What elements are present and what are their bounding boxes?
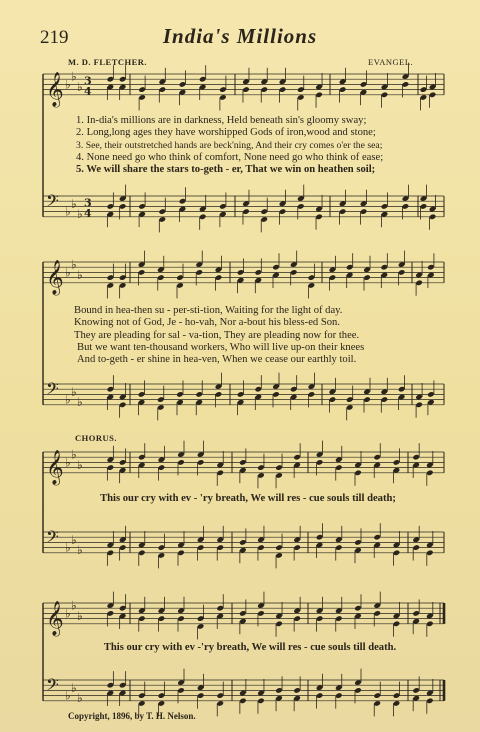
treble-clef: 𝄞	[46, 259, 64, 295]
bass-clef: 𝄢	[46, 674, 59, 699]
flat-sign: ♭	[71, 69, 77, 84]
time-signature: 4	[84, 84, 92, 98]
flat-sign: ♭	[71, 257, 77, 272]
verse-line: They are pleading for sal - va-tion, They are pleading now for thee.	[74, 329, 360, 341]
flat-sign: ♭	[77, 609, 83, 623]
flat-sign: ♭	[65, 455, 71, 470]
verse-line: 3. See, their outstretched hands are beck'ning, And their cry comes o'er the sea;	[76, 139, 383, 151]
treble-clef: 𝄞	[46, 600, 64, 636]
chorus-lyric-1: This our cry with ev - 'ry breath, We will res - cue souls till death;	[100, 493, 396, 504]
flat-sign: ♭	[71, 598, 77, 613]
verse-line: And to-geth - er shine in hea-ven, When we cease our earthly toil.	[77, 354, 357, 366]
flat-sign: ♭	[65, 606, 71, 621]
time-signature: 3	[84, 196, 92, 210]
copyright-notice: Copyright, 1896, by T. H. Nelson.	[68, 711, 196, 721]
flat-sign: ♭	[65, 688, 71, 703]
chorus-label: CHORUS.	[75, 433, 117, 443]
flat-sign: ♭	[65, 77, 71, 92]
flat-sign: ♭	[71, 532, 77, 547]
verse-line: Bound in hea-then su - per-sti-tion, Waiting for the light of day.	[74, 305, 343, 316]
flat-sign: ♭	[71, 196, 77, 211]
composer-credit: M. D. FLETCHER.	[68, 57, 148, 67]
flat-sign: ♭	[71, 384, 77, 399]
flat-sign: ♭	[65, 265, 71, 280]
verse-line: 1. In-dia's millions are in darkness, Held beneath sin's gloomy sway;	[76, 115, 367, 126]
flat-sign: ♭	[71, 680, 77, 695]
flat-sign: ♭	[71, 447, 77, 462]
verse-line: 5. We will share the stars to-geth - er, That we win on heathen soil;	[76, 164, 376, 176]
treble-clef: 𝄞	[46, 71, 64, 107]
tune-name: EVANGEL.	[368, 57, 414, 67]
flat-sign: ♭	[77, 207, 83, 222]
flat-sign: ♭	[77, 691, 83, 706]
verse-line: 2. Long,long ages they have worshipped Gods of iron,wood and stone;	[76, 127, 376, 139]
verses-block-1	[0, 115, 480, 176]
page-number: 219	[40, 27, 69, 48]
treble-clef: 𝄞	[46, 449, 64, 485]
hymn-title: India's Millions	[162, 24, 318, 48]
verse-line: But we want ten-thousand workers, Who will live up-on their knees	[77, 341, 365, 353]
time-signature: 3	[84, 74, 92, 88]
time-signature: 4	[84, 206, 92, 220]
verses-block-2	[0, 305, 480, 366]
flat-sign: ♭	[65, 540, 71, 555]
bass-clef: 𝄢	[46, 526, 59, 551]
chorus-lyric-2: This our cry with ev -'ry breath, We will res - cue souls till death.	[103, 642, 397, 653]
flat-sign: ♭	[65, 392, 71, 407]
flat-sign: ♭	[77, 80, 83, 94]
flat-sign: ♭	[77, 543, 83, 558]
bass-clef: 𝄢	[46, 190, 59, 215]
verse-line: 4. None need go who think of comfort, None need go who think of ease;	[76, 151, 384, 163]
flat-sign: ♭	[77, 395, 83, 410]
bass-clef: 𝄢	[46, 378, 59, 403]
verse-line: Knowing not of God, Je - ho-vah, Nor a-bout his bless-ed Son.	[74, 317, 340, 329]
flat-sign: ♭	[77, 458, 83, 472]
flat-sign: ♭	[77, 268, 83, 282]
flat-sign: ♭	[65, 204, 71, 219]
